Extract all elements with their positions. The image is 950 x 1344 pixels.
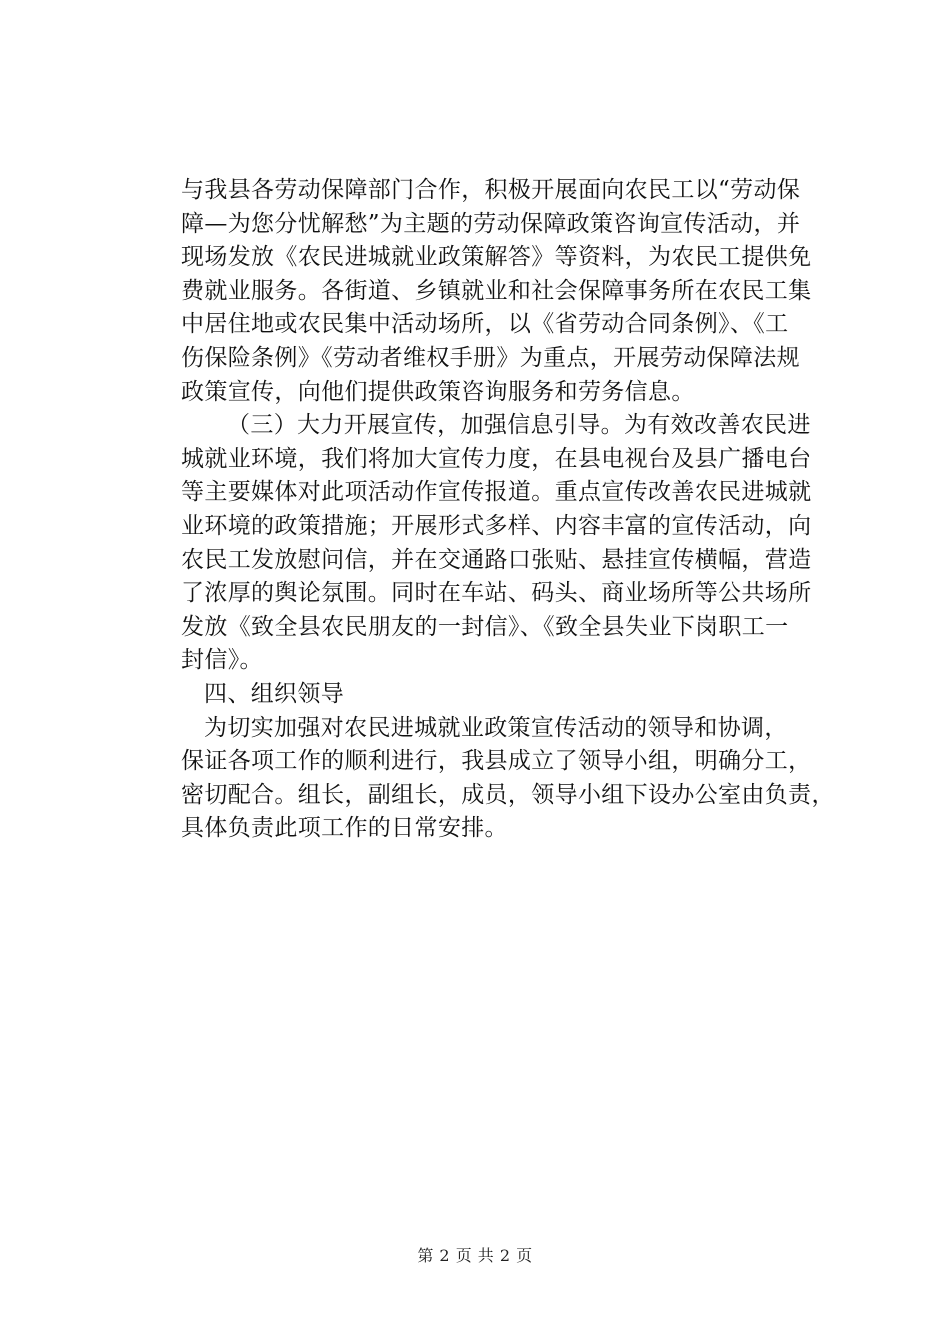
text-line: 现场发放《农民进城就业政策解答》等资料，为农民工提供免 [181,244,812,271]
text-line: 城就业环境，我们将加大宣传力度，在县电视台及县广播电台 [181,445,812,472]
text-line: 密切配合。组长，副组长，成员，领导小组下设办公室由负责， [181,781,835,808]
section-heading-line: （三）大力开展宣传，加强信息引导。为有效改善农民进 [227,412,811,439]
text-line: 了浓厚的舆论氛围。同时在车站、码头、商业场所等公共场所 [181,580,812,607]
document-body [181,174,841,846]
text-line: 障—为您分忧解愁”为主题的劳动保障政策咨询宣传活动，并 [181,210,801,237]
text-line: 伤保险条例》《劳动者维权手册》为重点，开展劳动保障法规 [181,344,800,371]
text-line: 与我县各劳动保障部门合作，积极开展面向农民工以“劳动保 [181,177,801,203]
text-line: 保证各项工作的顺利进行，我县成立了领导小组，明确分工， [181,748,812,775]
text-line: 业环境的政策措施；开展形式多样、内容丰富的宣传活动，向 [181,512,812,539]
text-line: 封信》。 [181,647,263,674]
text-line: 发放《致全县农民朋友的一封信》、《致全县失业下岗职工一 [181,613,789,640]
text-line: 具体负责此项工作的日常安排。 [181,815,508,842]
text-line: 中居住地或农民集中活动场所，以《省劳动合同条例》、《工 [181,311,789,338]
text-line: 为切实加强对农民进城就业政策宣传活动的领导和协调， [204,714,788,741]
page-number-footer: 第 2 页 共 2 页 [417,1246,533,1265]
text-line: 等主要媒体对此项活动作宣传报道。重点宣传改善农民进城就 [181,479,812,506]
text-line: 农民工发放慰问信，并在交通路口张贴、悬挂宣传横幅，营造 [181,546,812,573]
text-line: 政策宣传，向他们提供政策咨询服务和劳务信息。 [181,378,695,405]
section-heading: 四、组织领导 [204,680,345,707]
text-line: 费就业服务。各街道、乡镇就业和社会保障事务所在农民工集 [181,277,812,304]
